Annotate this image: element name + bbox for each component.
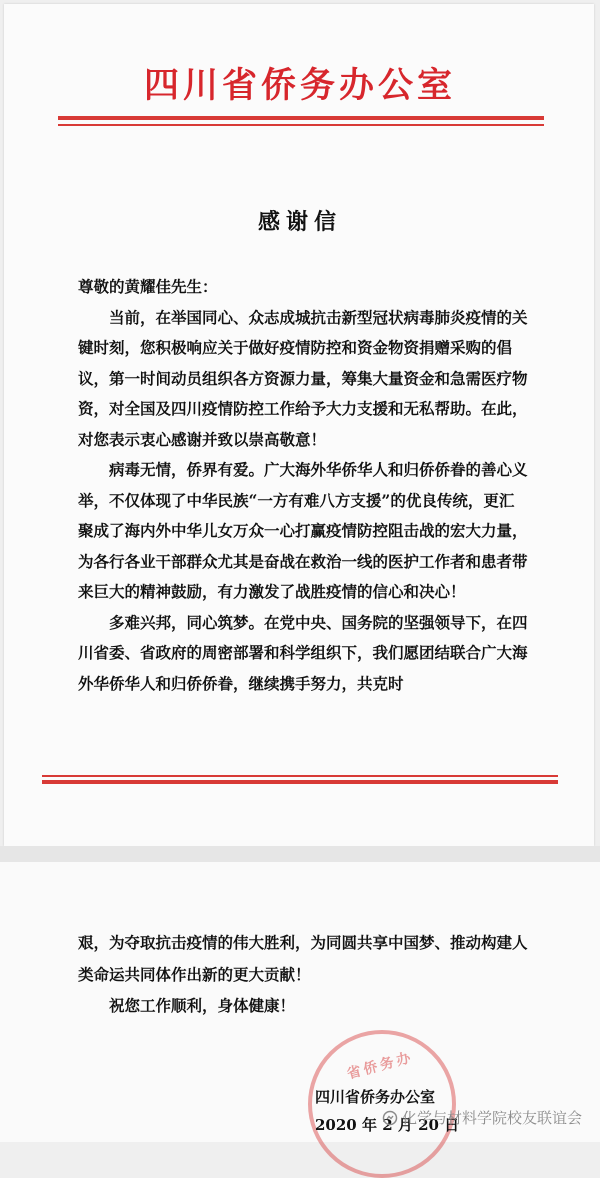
signature-org: 四川省侨务办公室 (315, 1088, 436, 1106)
wechat-official-account-icon (382, 1110, 398, 1126)
paragraph: 艰，为夺取抗击疫情的伟大胜利，为同圆共享中国梦、推动构建人类命运共同体作出新的更大贡献！ (78, 933, 528, 984)
paragraph: 当前，在举国同心、众志成城抗击新型冠状病毒肺炎疫情的关键时刻，您积极响应关于做好疫情防控和资金物资捐赠采购的倡议，第一时间动员组织各方资源力量，筹集大量资金和急需医疗物资，对全国及四川疫情防控工作给予大力支援和无私帮助。在此，对您表示衷心感谢并致以崇高敬意！ (78, 307, 528, 449)
watermark (382, 1107, 582, 1128)
signature-date: 2020 年 2 月 20 日 (315, 1116, 460, 1134)
official-seal-text: 省侨务办 (345, 1049, 416, 1083)
page-gap (0, 846, 600, 862)
salutation: 尊敬的黄耀佳先生： (78, 277, 218, 296)
closing-wishes: 祝您工作顺利，身体健康！ (109, 996, 296, 1015)
footer-rule-thin (42, 775, 558, 777)
paragraph: 病毒无情，侨界有爱。广大海外华侨华人和归侨侨眷的善心义举，不仅体现了中华民族“一方有难八方支援”的优良传统，更汇聚成了海内外中华儿女万众一心打赢疫情防控阻击战的宏大力量，为各行各业干部群众尤其是奋战在救治一线的医护工作者和患者带来巨大的精神鼓励，有力激发了战胜疫情的信心和决心！ (78, 460, 528, 601)
letter-title: 感谢信 (257, 209, 342, 235)
watermark-text: 化学与材料学院校友联谊会 (402, 1109, 583, 1127)
letterhead-title: 四川省侨务办公室 (143, 66, 456, 106)
letterhead-rule-thick (58, 116, 544, 120)
letter-body-page-2 (78, 927, 538, 1022)
letterhead-rule-thin (58, 124, 544, 126)
paragraph: 多难兴邦，同心筑梦。在党中央、国务院的坚强领导下，在四川省委、省政府的周密部署和科学组织下，我们愿团结联合广大海外华侨华人和归侨侨眷，继续携手努力，共克时 (78, 612, 528, 693)
footer-rule-thick (42, 780, 558, 784)
letter-body-page-1 (78, 272, 528, 699)
